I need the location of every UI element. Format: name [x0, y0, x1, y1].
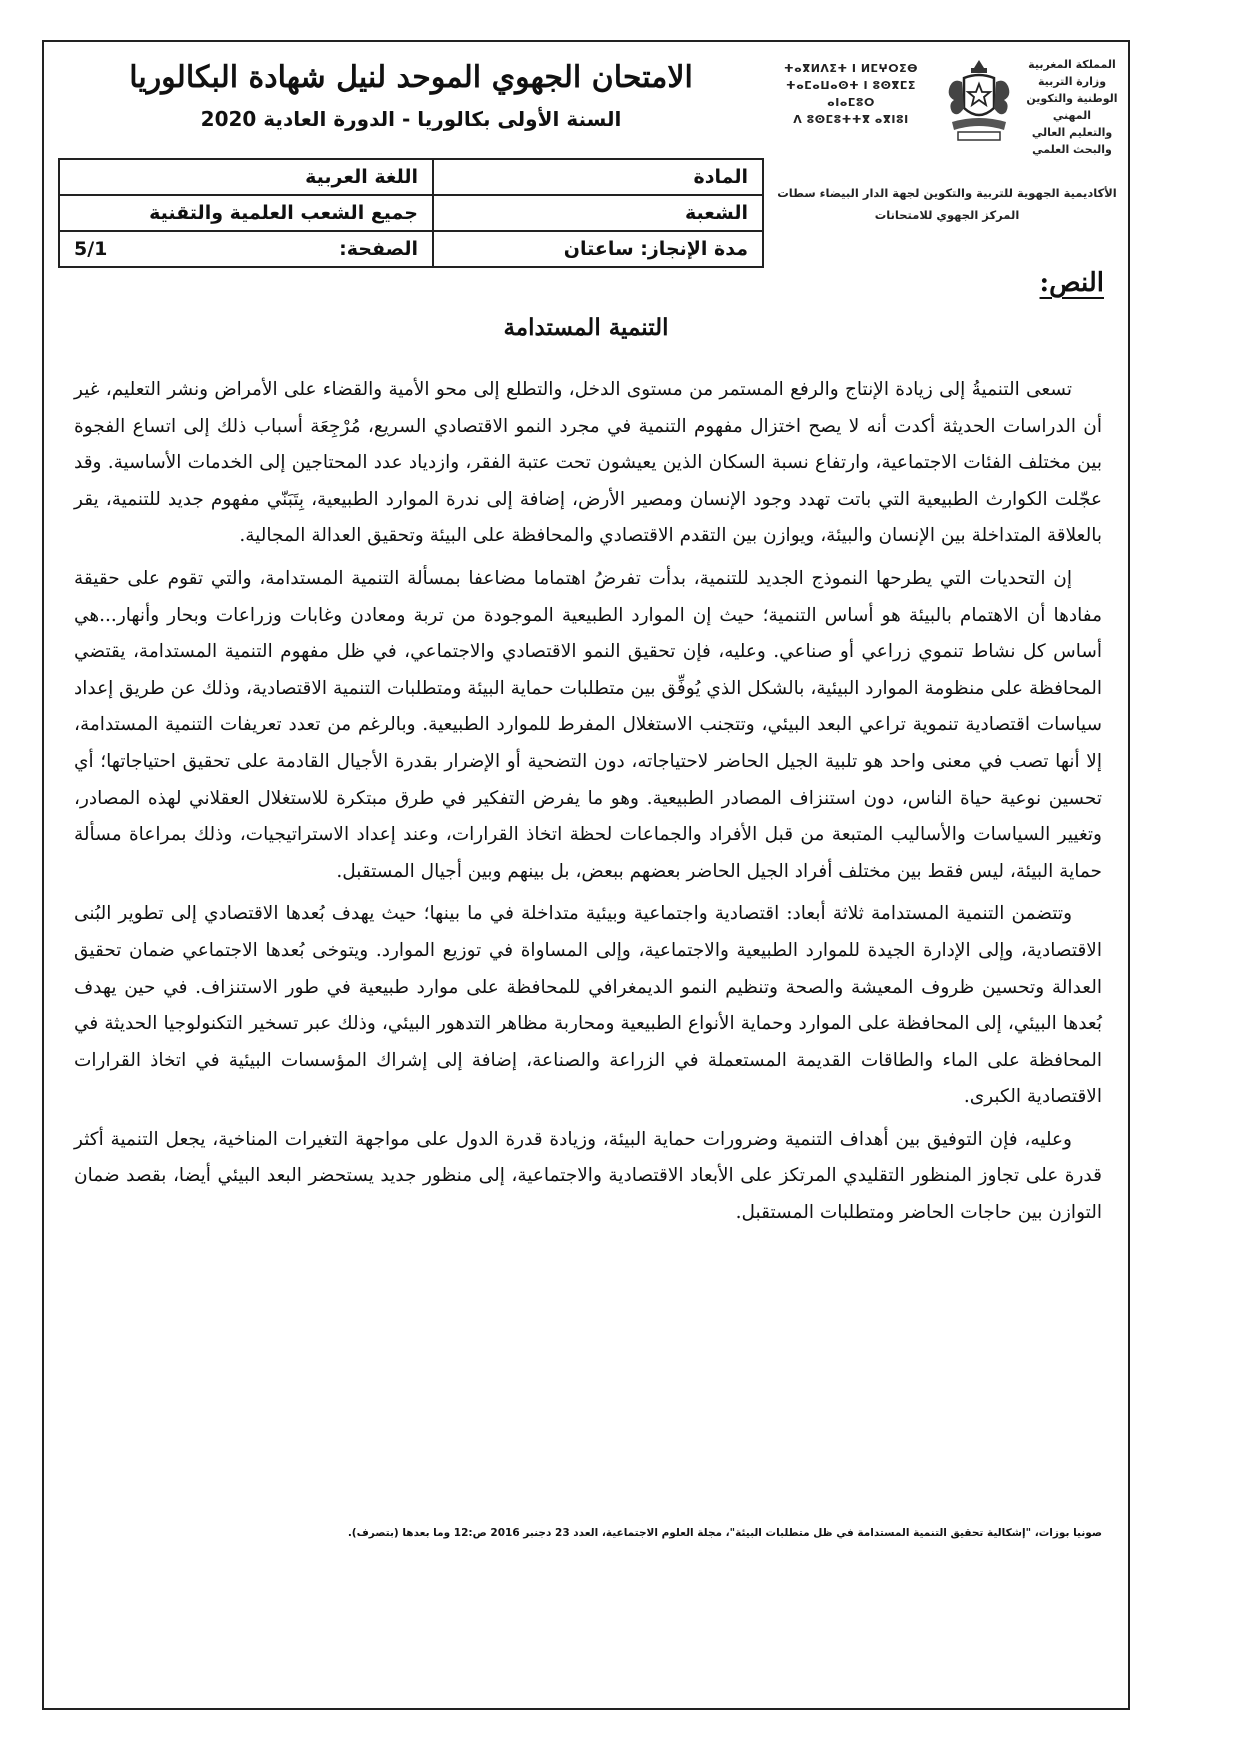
page-frame	[42, 40, 1130, 1710]
exam-info-table	[58, 158, 764, 268]
source-citation: صونيا بوزات، "إشكالية تحقيق التنمية المستدامة في ظل متطلبات البيئة"، مجلة العلوم الاجتماعية، العدد 23 دجنبر 2016 ص:12 وما بعدها (بتصرف).	[347, 1527, 1102, 1539]
paragraph: وعليه، فإن التوفيق بين أهداف التنمية وضرورات حماية البيئة، وزيادة قدرة الدول على مواجهة التغيرات المناخية، يجعل التنمية أكثر قدرة على تجاوز المنظور التقليدي المرتكز على الأبعاد الاقتصادية والاجتماعية، إلى منظور جديد يستحضر البعد البيئي أيضا، بقصد ضمان التوازن بين حاجات الحاضر ومتطلبات المستقبل.	[74, 1128, 1102, 1224]
section-label: النص:	[1039, 268, 1104, 298]
ministry-line: والتعليم العالي والبحث العلمي	[1031, 126, 1113, 156]
subject-label: المادة	[433, 159, 763, 195]
ministry-logo-block	[766, 52, 1128, 262]
text-title: التنمية المستدامة	[503, 314, 669, 341]
exam-header	[44, 42, 1128, 274]
branch-value: جميع الشعب العلمية والتقنية	[59, 195, 433, 231]
tifinagh-line: ⴷ ⵓⵙⵎⵓⵜⵜⴳ ⴰⴳⵏⵓⵏ	[793, 113, 909, 126]
branch-label: الشعبة	[433, 195, 763, 231]
ministry-line: وزارة التربية الوطنية والتكوين المهني	[1026, 75, 1118, 122]
exam-title: الامتحان الجهوي الموحد لنيل شهادة البكالوريا	[129, 60, 693, 95]
paragraph: وتتضمن التنمية المستدامة ثلاثة أبعاد: اقتصادية واجتماعية وبيئية متداخلة في ما بينها؛ حيث يهدف بُعدها الاقتصادي إلى تطوير البُنى الاقتصادية، وإلى الإدارة الجيدة للموارد الطبيعية والاجتماعية، وإلى المساواة في توزيع الموارد. ويتوخى بُعدها الاجتماعي ضمان تحقيق العدالة وتحسين ظروف المعيشة والصحة وتنظيم النمو الديمغرافي للمحافظة على موارد طبيعية في طور الاستنزاف. في حين يهدف بُعدها البيئي، إلى المحافظة على الموارد وحماية الأنواع الطبيعية ومحاربة مظاهر التدهور البيئي، وذلك عبر تسخير التكنولوجيا الحديثة في المحافظة على الماء والطاقات القديمة المستعملة في الزراعة والصناعة، إضافة إلى إشراك المؤسسات البيئية في اتخاذ القرارات الاقتصادية الكبرى.	[74, 903, 1102, 1108]
exam-subtitle: السنة الأولى بكالوريا - الدورة العادية 2020	[200, 107, 622, 131]
academy-line: الأكاديمية الجهوية للتربية والتكوين لجهة الدار البيضاء سطات	[777, 186, 1117, 200]
tifinagh-line: ⵜⴰⴳⵍⴷⵉⵜ ⵏ ⵍⵎⵖⵔⵉⴱ	[783, 62, 918, 75]
academy-name	[766, 182, 1128, 226]
text-body	[74, 372, 1102, 1238]
duration-row	[59, 231, 763, 267]
tifinagh-line: ⵜⴰⵎⴰⵡⴰⵙⵜ ⵏ ⵓⵙⴳⵎⵉ ⴰⵏⴰⵎⵓⵔ	[786, 79, 916, 109]
paragraph: تسعى التنميةُ إلى زيادة الإنتاج والرفع المستمر من مستوى الدخل، والتطلع إلى محو الأمية والقضاء على الأمراض ونشر التعليم، غير أن الدراسات الحديثة أكدت أنه لا يصح اختزال مفهوم التنمية في مجرد النمو الاقتصادي السريع، مُرْجِعَة أسباب ذلك إلى اتساع الفجوة بين مختلف الفئات الاجتماعية، وارتفاع نسبة السكان الذين يعيشون تحت عتبة الفقر، وازدياد عدد المحتاجين إلى الخدمات الأساسية. وقد عجّلت الكوارث الطبيعية التي باتت تهدد وجود الإنسان ومصير الأرض، إضافة إلى ندرة الموارد الطبيعية، بِتَبَنّي مفهوم جديد للتنمية، يقر بالعلاقة المتداخلة بين الإنسان والبيئة، ويوازن بين التقدم الاقتصادي والمحافظة على البيئة وتحقيق العدالة المجالية.	[74, 379, 1102, 547]
branch-row	[59, 195, 763, 231]
ministry-name	[1016, 56, 1128, 158]
subject-row	[59, 159, 763, 195]
ministry-line: المملكة المغربية	[1028, 58, 1116, 71]
duration-label: مدة الإنجاز: ساعتان	[433, 231, 763, 267]
exam-titles	[58, 58, 764, 134]
tifinagh-ministry-name	[766, 60, 936, 128]
page-label: الصفحة:	[339, 238, 418, 260]
coat-of-arms-icon	[944, 56, 1014, 148]
page-number: 5/1	[74, 238, 108, 260]
paragraph: إن التحديات التي يطرحها النموذج الجديد للتنمية، بدأت تفرضُ اهتماما مضاعفا بمسألة التنمية المستدامة، والتي تقوم على حقيقة مفادها أن الاهتمام بالبيئة هو أساس التنمية؛ حيث إن الموارد الطبيعية الموجودة من تربة ومعادن وغابات وزراعات وبحار وأنهار...هي أساس كل نشاط تنموي زراعي أو صناعي. وعليه، فإن تحقيق النمو الاقتصادي والاجتماعي، في ظل مفهوم التنمية المستدامة، يقتضي المحافظة على منظومة الموارد البيئية، بالشكل الذي يُوفِّق بين متطلبات حماية البيئة ومتطلبات التنمية الاقتصادية، وذلك عن طريق إعداد سياسات اقتصادية تنموية تراعي البعد البيئي، وتتجنب الاستغلال المفرط للموارد الطبيعية. وبالرغم من تعدد تعريفات التنمية المستدامة، إلا أنها تصب في معنى واحد هو تلبية الجيل الحاضر لاحتياجاته، دون التضحية أو الإضرار بقدرة الأجيال القادمة على تحقيق احتياجاتها؛ أي تحسين نوعية حياة الناس، دون استنزاف المصادر الطبيعية. وهو ما يفرض التفكير في طرق مبتكرة للاستغلال العقلاني لهذه المصادر، وتغيير السياسات والأساليب المتبعة من قبل الأفراد والجماعات لحظة اتخاذ القرارات، وعند إعداد الاستراتيجيات، وذلك بمراعاة مسألة حماية البيئة، ليس فقط بين مختلف أفراد الجيل الحاضر بعضهم ببعض، بل بينهم وبين أجيال المستقبل.	[74, 567, 1102, 882]
academy-line: المركز الجهوي للامتحانات	[874, 208, 1020, 222]
page-cell	[59, 231, 433, 267]
subject-value: اللغة العربية	[59, 159, 433, 195]
